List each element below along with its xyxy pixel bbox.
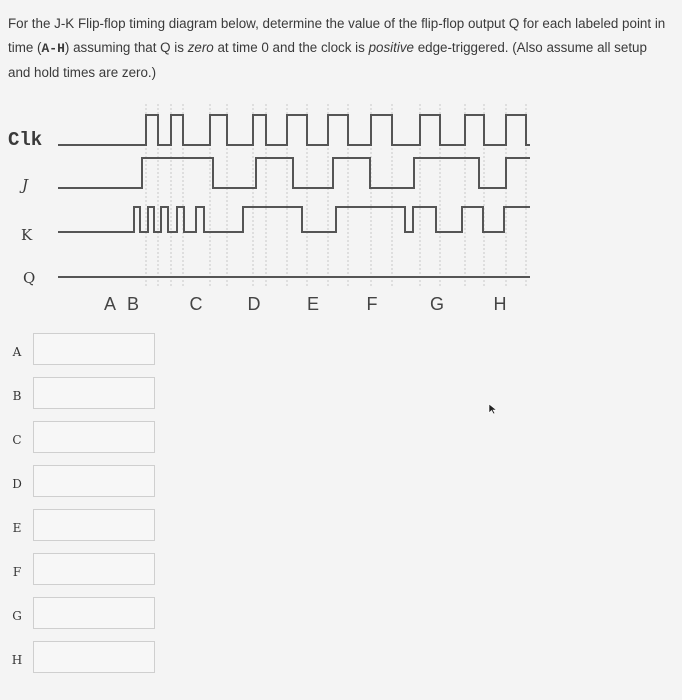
question-part: For the J-K Flip-flop timing diagram below, determine the value of the flip-flop output Q for each labeled point in time ( xyxy=(8,16,666,55)
time-point-labels xyxy=(104,294,507,314)
grid-lines xyxy=(146,104,530,287)
time-label-d: D xyxy=(247,294,261,314)
answer-label-g: G xyxy=(12,609,22,623)
time-label-e: E xyxy=(306,294,320,314)
timing-diagram xyxy=(0,92,530,327)
answer-row-a xyxy=(0,333,200,373)
q-label: Q xyxy=(23,269,36,287)
answer-input-e[interactable] xyxy=(33,509,155,541)
answer-input-g[interactable] xyxy=(33,597,155,629)
question-text xyxy=(8,12,672,85)
answer-input-h[interactable] xyxy=(33,641,155,673)
answer-row-d xyxy=(0,465,200,505)
answer-input-d[interactable] xyxy=(33,465,155,497)
answer-label-e: E xyxy=(12,521,22,535)
emphasis-zero: zero xyxy=(187,40,214,55)
mouse-cursor-icon xyxy=(488,403,498,415)
answer-row-e xyxy=(0,509,200,549)
answer-label-c: C xyxy=(12,433,22,447)
clk-label: Clk xyxy=(8,129,43,151)
answer-input-f[interactable] xyxy=(33,553,155,585)
question-part: ) assuming that Q is xyxy=(64,40,188,55)
time-label-c: C xyxy=(189,294,203,314)
answer-row-h xyxy=(0,641,200,681)
answer-label-d: D xyxy=(12,477,22,491)
question-part: edge-triggered. (Also assume all setup and hold times are zero.) xyxy=(8,40,647,80)
answer-label-a: A xyxy=(12,345,22,359)
question-part: at time 0 and the clock is xyxy=(213,40,369,55)
time-label-f: F xyxy=(366,294,378,314)
answer-row-g xyxy=(0,597,200,637)
time-label-h: H xyxy=(493,294,507,314)
clk-waveform xyxy=(58,115,530,145)
time-label-b: B xyxy=(126,294,140,314)
j-label: J xyxy=(22,176,29,194)
j-waveform xyxy=(58,158,530,188)
answer-input-b[interactable] xyxy=(33,377,155,409)
time-range: A-H xyxy=(41,41,65,56)
answer-row-b xyxy=(0,377,200,417)
answer-label-b: B xyxy=(12,389,22,403)
answer-row-f xyxy=(0,553,200,593)
k-label: K xyxy=(21,226,33,244)
answer-input-c[interactable] xyxy=(33,421,155,453)
emphasis-positive: positive xyxy=(368,40,414,55)
answer-label-f: F xyxy=(12,565,22,579)
k-waveform xyxy=(58,207,530,232)
answer-input-a[interactable] xyxy=(33,333,155,365)
answer-row-c xyxy=(0,421,200,461)
answer-label-h: H xyxy=(11,653,23,667)
time-label-a: A xyxy=(103,294,117,314)
time-label-g: G xyxy=(429,294,445,314)
